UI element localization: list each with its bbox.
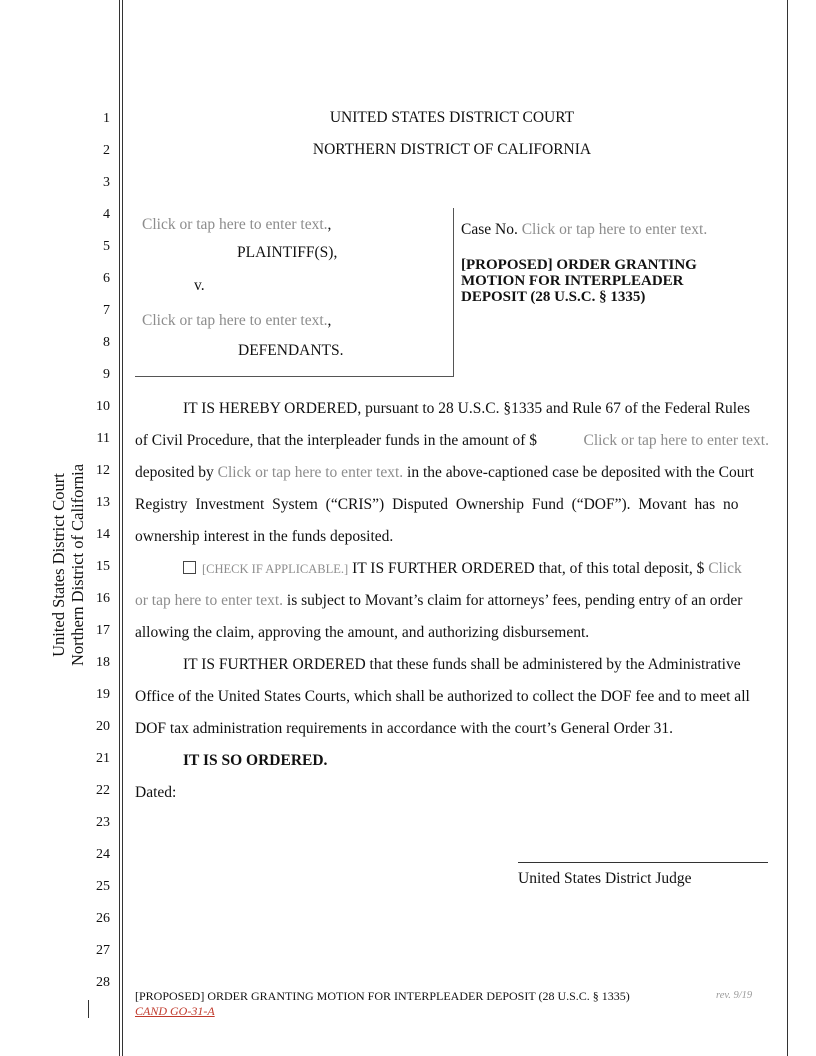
- line-number: 6: [103, 271, 110, 286]
- sidebar-line-1: United States District Court: [49, 473, 68, 657]
- dated-label: Dated:: [135, 784, 177, 801]
- sidebar-line-2: Northern District of California: [68, 463, 87, 667]
- footer-title: [PROPOSED] ORDER GRANTING MOTION FOR INTERPLEADER DEPOSIT (28 U.S.C. § 1335): [135, 989, 630, 1003]
- line-number: 15: [96, 559, 110, 574]
- left-margin-rule-outer: [119, 0, 120, 1056]
- defendant-suffix: ,: [327, 312, 332, 329]
- court-name: UNITED STATES DISTRICT COURT: [329, 109, 575, 126]
- deposited-by-label: deposited by: [135, 464, 214, 481]
- p1-line-1-text: IT IS HEREBY ORDERED, pursuant to 28 U.S.C. §1335 and Rule 67 of the Federal Rules: [183, 400, 750, 417]
- caption-divider-rule: [453, 208, 454, 377]
- line-number: 14: [96, 527, 110, 542]
- document-title-line-2: MOTION FOR INTERPLEADER: [461, 273, 684, 289]
- line-number: 1: [103, 111, 110, 126]
- line-number: 7: [103, 303, 110, 318]
- court-sidebar-label: [49, 464, 87, 666]
- defendant-line: [142, 312, 331, 330]
- p1-line-4: Registry Investment System (“CRIS”) Disputed Ownership Fund (“DOF”). Movant has no: [135, 496, 739, 513]
- applicable-checkbox[interactable]: [183, 561, 196, 574]
- p3-line-1: [135, 656, 769, 674]
- line-number: 20: [96, 719, 110, 734]
- document-title-line-1: [PROPOSED] ORDER GRANTING: [461, 257, 697, 273]
- line-number: 21: [96, 751, 110, 766]
- p2-line-2: [135, 592, 769, 610]
- p1-line-2-text: of Civil Procedure, that the interpleader funds in the amount of $: [135, 432, 538, 449]
- line-number: 11: [96, 431, 110, 446]
- document-title: [461, 257, 697, 305]
- line-number: 24: [96, 847, 110, 862]
- line-number: 28: [96, 975, 110, 990]
- footer-form-code[interactable]: CAND GO-31-A: [135, 1004, 215, 1018]
- line-number: 5: [103, 239, 110, 254]
- p3-line-1-text: IT IS FURTHER ORDERED that these funds shall be administered by the Administrative: [183, 656, 741, 673]
- line-number: 23: [96, 815, 110, 830]
- judge-label: United States District Judge: [518, 870, 692, 887]
- depositor-input[interactable]: Click or tap here to enter text.: [217, 464, 404, 481]
- p2-line-1-text: IT IS FURTHER ORDERED that, of this total deposit, $: [352, 560, 705, 577]
- line-number: 3: [103, 175, 110, 190]
- right-margin-rule: [787, 0, 788, 1056]
- line-number: 12: [96, 463, 110, 478]
- plaintiff-suffix: ,: [327, 216, 332, 233]
- plaintiff-name-input[interactable]: Click or tap here to enter text.: [142, 216, 328, 233]
- amount-input[interactable]: Click or tap here to enter text.: [583, 432, 769, 449]
- p2-line-2-text: is subject to Movant’s claim for attorneys’ fees, pending entry of an order: [286, 592, 743, 609]
- fees-amount-input[interactable]: Click: [708, 560, 742, 577]
- footer-revision: rev. 9/19: [716, 990, 753, 1001]
- case-number-input[interactable]: Click or tap here to enter text.: [521, 221, 708, 238]
- p2-line-3: allowing the claim, approving the amount, and authorizing disbursement.: [135, 624, 590, 641]
- left-margin-rule-inner: [122, 0, 123, 1056]
- line-number: 8: [103, 335, 110, 350]
- line-number: 13: [96, 495, 110, 510]
- signature-line[interactable]: [518, 862, 768, 863]
- case-number-label: Case No.: [461, 221, 518, 238]
- p1-line-5: ownership interest in the funds deposited.: [135, 528, 394, 545]
- p3-line-3: DOF tax administration requirements in accordance with the court’s General Order 31.: [135, 720, 674, 737]
- line-number: 18: [96, 655, 110, 670]
- p1-line-3: [135, 464, 769, 482]
- line-number: 9: [103, 367, 110, 382]
- p2-line-1: [135, 560, 769, 578]
- plaintiff-line: [142, 216, 331, 234]
- so-ordered: [135, 752, 769, 770]
- document-title-line-3: DEPOSIT (28 U.S.C. § 1335): [461, 289, 646, 305]
- line-number: 26: [96, 911, 110, 926]
- line-number: 22: [96, 783, 110, 798]
- court-district: NORTHERN DISTRICT OF CALIFORNIA: [312, 141, 592, 158]
- plaintiff-label: PLAINTIFF(S),: [237, 244, 338, 261]
- line-number: 2: [103, 143, 110, 158]
- line-number: 25: [96, 879, 110, 894]
- line-number: 16: [96, 591, 110, 606]
- versus-label: v.: [194, 277, 205, 294]
- p1-line-1: [135, 400, 769, 418]
- footer-margin-tick: [88, 1000, 89, 1018]
- defendant-name-input[interactable]: Click or tap here to enter text.: [142, 312, 328, 329]
- line-number: 17: [96, 623, 110, 638]
- p3-line-2: Office of the United States Courts, which shall be authorized to collect the DOF fee and to meet all: [135, 688, 750, 705]
- line-number: 19: [96, 687, 110, 702]
- so-ordered-text: IT IS SO ORDERED.: [183, 752, 328, 769]
- line-number: 27: [96, 943, 110, 958]
- defendant-label: DEFENDANTS.: [238, 342, 344, 359]
- line-number: 4: [103, 207, 110, 222]
- p1-line-3-text: in the above-captioned case be deposited with the Court: [407, 464, 754, 481]
- check-if-applicable-label: [CHECK IF APPLICABLE.]: [202, 562, 349, 576]
- case-number-line: [461, 221, 707, 239]
- caption-bottom-rule: [135, 376, 454, 377]
- line-number: 10: [96, 399, 110, 414]
- fees-amount-input-continued[interactable]: or tap here to enter text.: [135, 592, 284, 609]
- p1-line-2: [135, 432, 769, 450]
